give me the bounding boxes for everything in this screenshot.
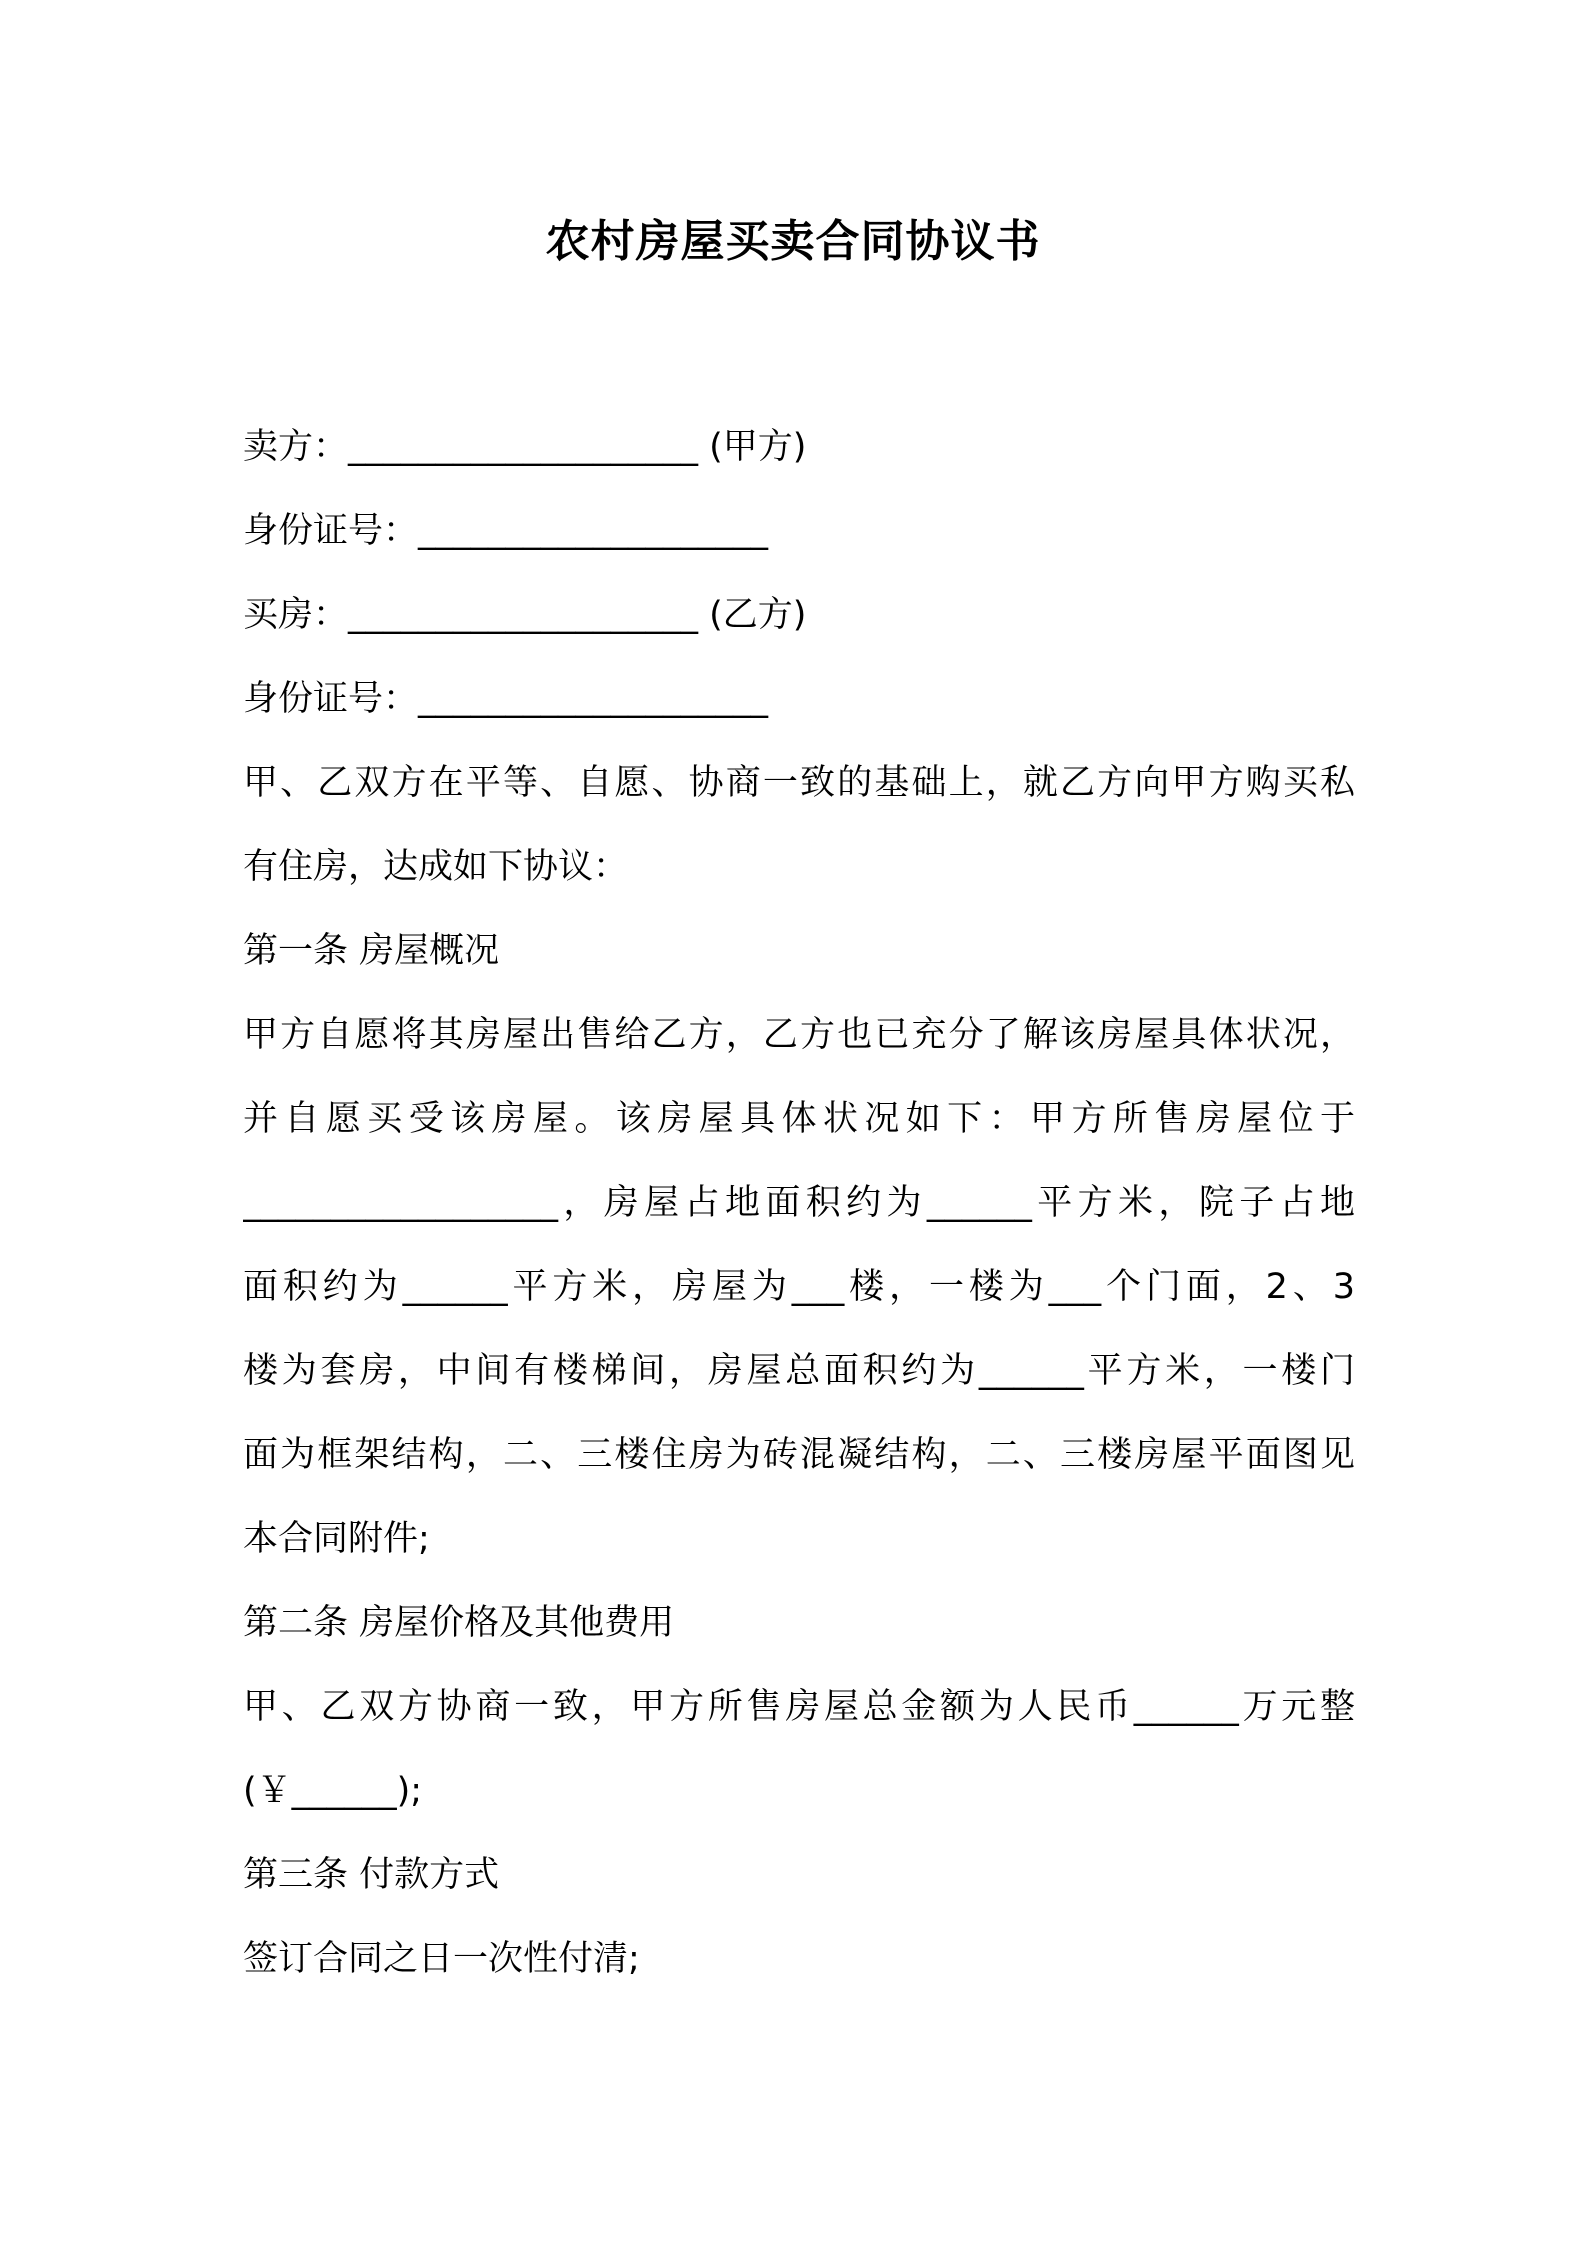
- buyer-line: 买房：____________________ (乙方): [243, 595, 807, 635]
- document-body: [243, 405, 1355, 2001]
- buyer-id-line: 身份证号：____________________: [243, 679, 769, 719]
- article-2-text-line: 甲、乙双方协商一致，甲方所售房屋总金额为人民币______万元整: [243, 1687, 1355, 1727]
- article-2-heading: 第二条 房屋价格及其他费用: [243, 1603, 675, 1643]
- preamble-line: 甲、乙双方在平等、自愿、协商一致的基础上，就乙方向甲方购买私: [243, 763, 1355, 803]
- seller-line: 卖方：____________________ (甲方): [243, 427, 807, 467]
- document-title: 农村房屋买卖合同协议书: [545, 216, 1041, 267]
- article-1-text-line: 甲方自愿将其房屋出售给乙方，乙方也已充分了解该房屋具体状况，: [243, 1015, 1355, 1055]
- preamble-line: 有住房，达成如下协议：: [243, 847, 629, 887]
- article-2-text-line: (￥______);: [243, 1771, 423, 1811]
- article-3-text-line: 签订合同之日一次性付清;: [243, 1939, 640, 1979]
- article-1-text-line: 本合同附件;: [243, 1519, 430, 1559]
- article-1-text-line: 面积约为______平方米，房屋为___楼，一楼为___个门面，2、3: [243, 1267, 1355, 1307]
- article-1-text-line: __________________，房屋占地面积约为______平方米，院子占地: [243, 1183, 1355, 1223]
- seller-id-line: 身份证号：____________________: [243, 511, 769, 551]
- article-1-text-line: 楼为套房，中间有楼梯间，房屋总面积约为______平方米，一楼门: [243, 1351, 1355, 1391]
- article-1-heading: 第一条 房屋概况: [243, 931, 500, 971]
- article-3-heading: 第三条 付款方式: [243, 1855, 500, 1895]
- article-1-text-line: 面为框架结构，二、三楼住房为砖混凝结构，二、三楼房屋平面图见: [243, 1435, 1355, 1475]
- article-1-text-line: 并自愿买受该房屋。该房屋具体状况如下：甲方所售房屋位于: [243, 1099, 1355, 1139]
